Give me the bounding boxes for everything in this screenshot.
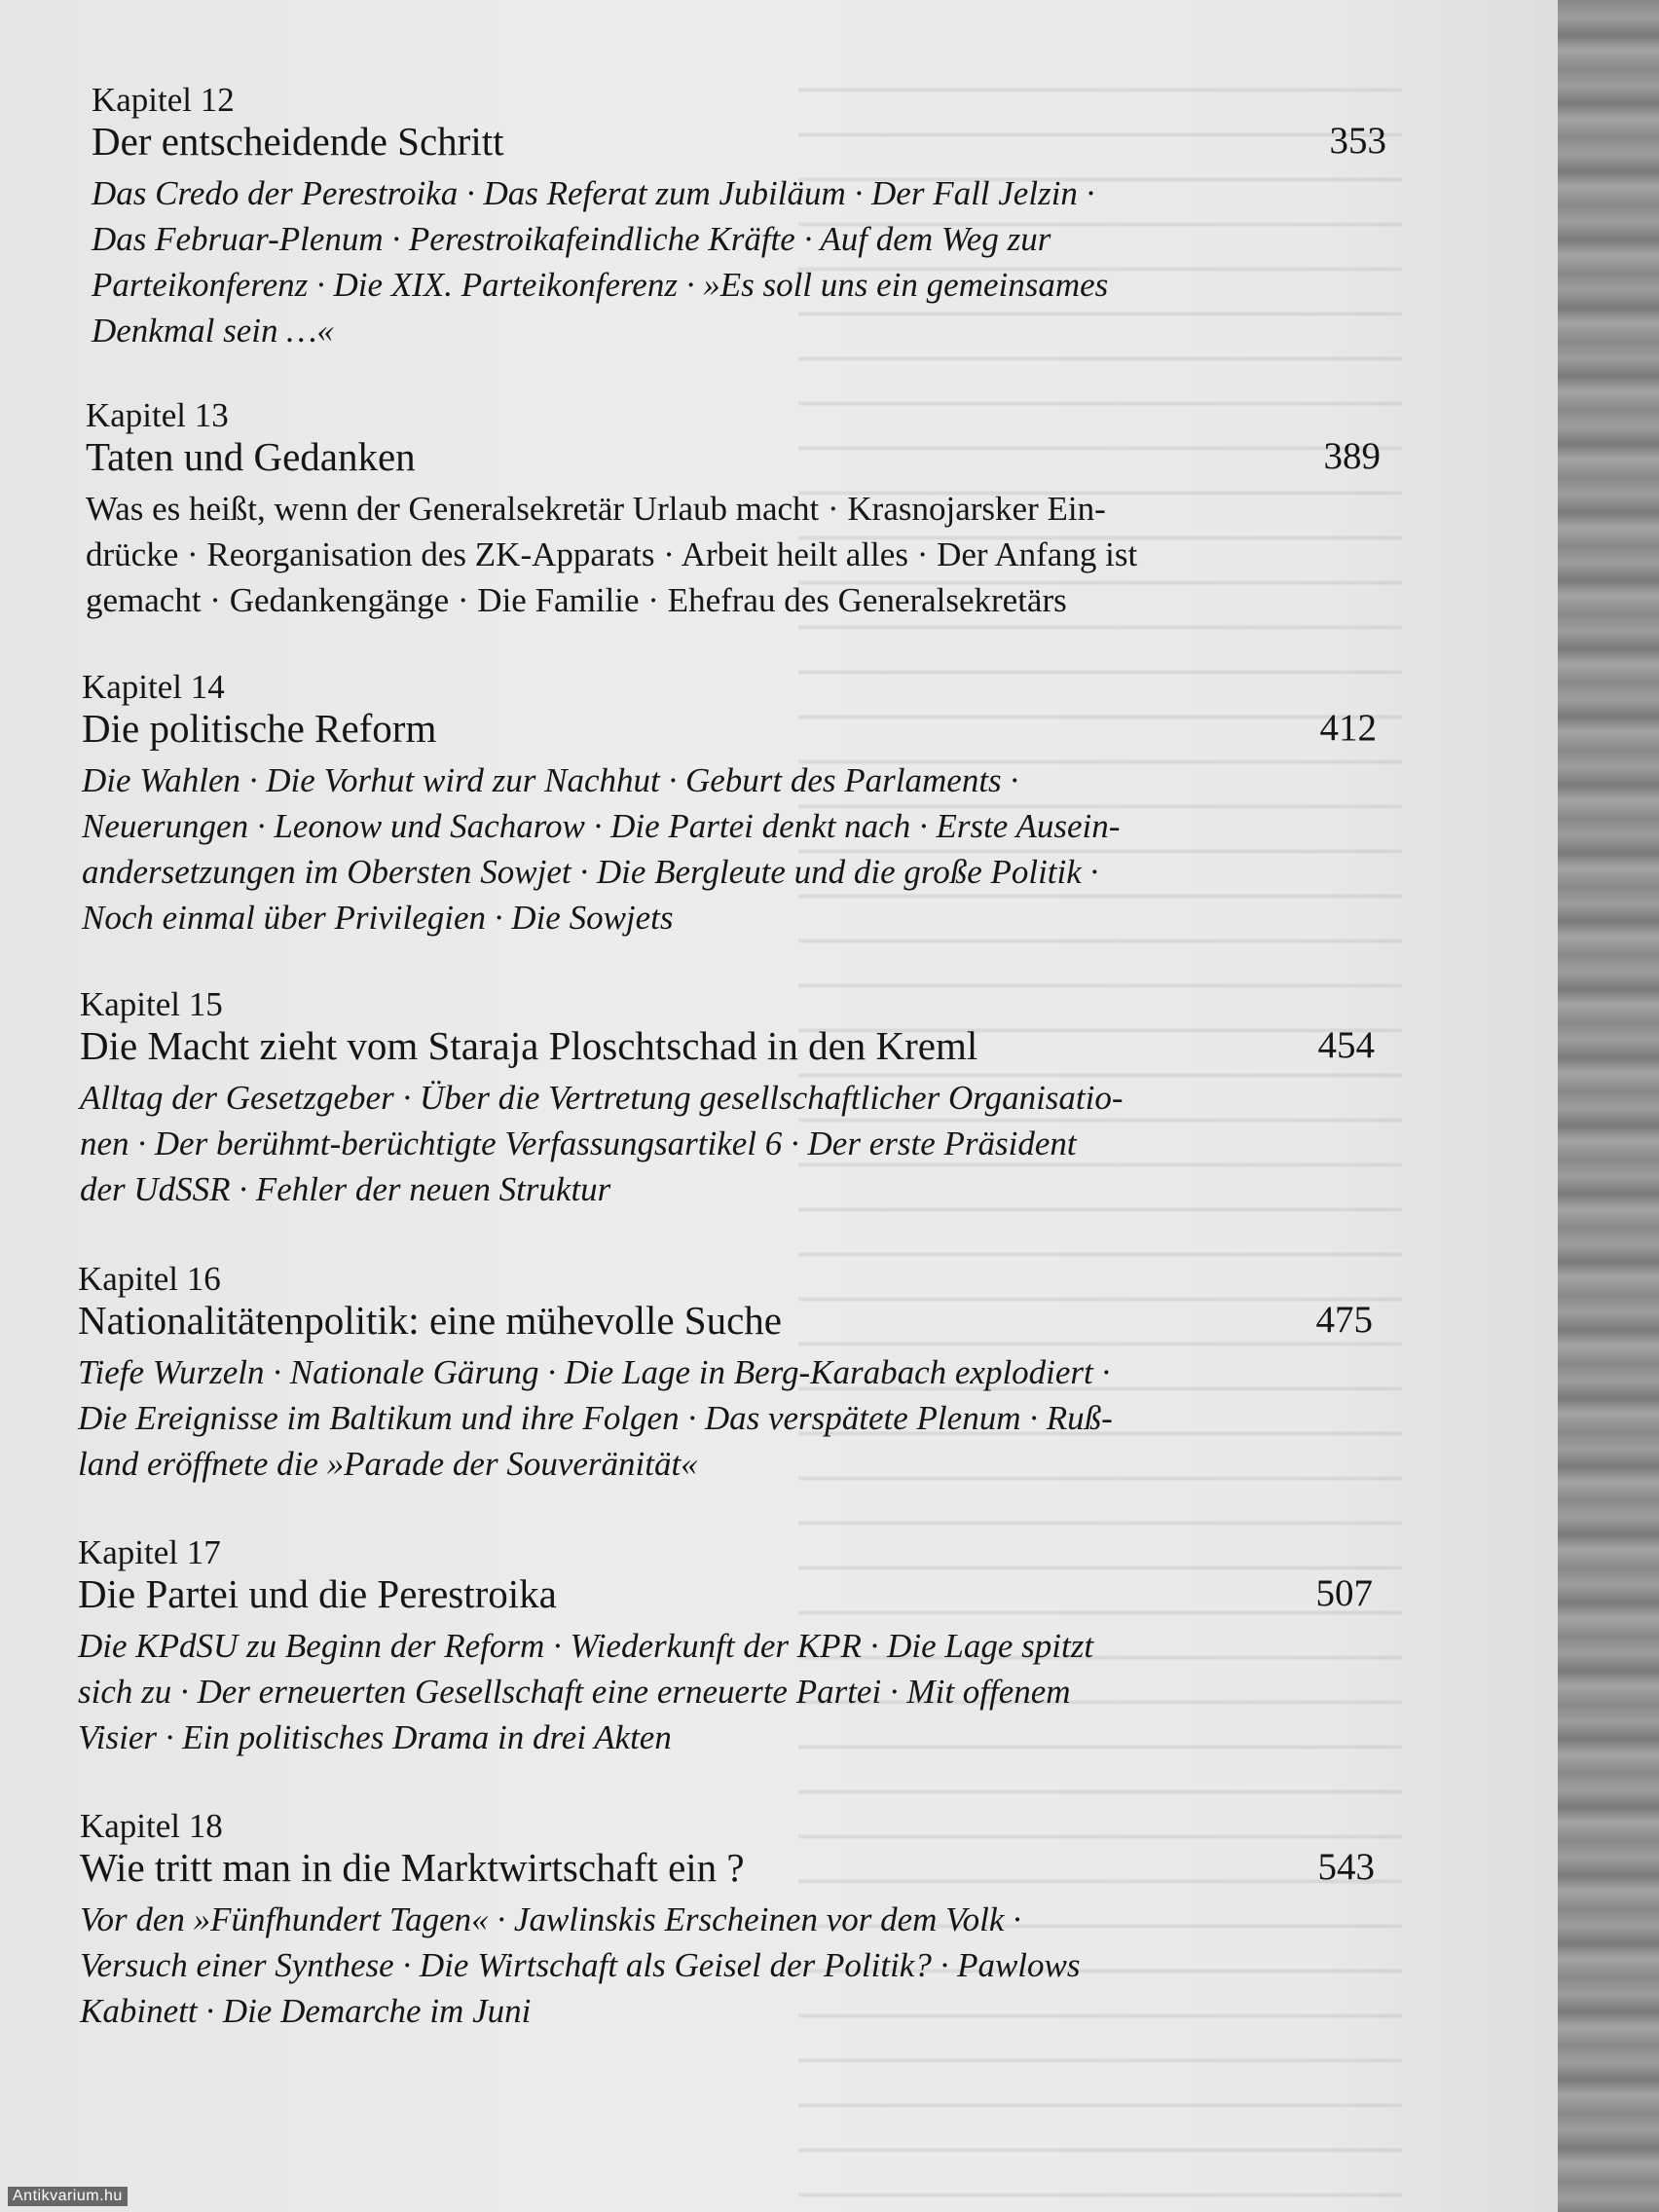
chapter-summary	[82, 757, 1377, 940]
chapter-title: Nationalitätenpolitik: eine mühevolle Suche	[78, 1298, 783, 1343]
summary-line: Alltag der Gesetzgeber · Über die Vertretung gesellschaftlicher Organisatio-	[80, 1079, 1124, 1117]
chapter-summary	[80, 1897, 1375, 2034]
summary-line: Denkmal sein …«	[92, 312, 334, 350]
summary-line: Was es heißt, wenn der Generalsekretär Urlaub macht · Krasnojarsker Ein-	[86, 490, 1106, 528]
summary-line: Das Februar-Plenum · Perestroikafeindliche Kräfte · Auf dem Weg zur	[92, 220, 1051, 258]
summary-line: Die Wahlen · Die Vorhut wird zur Nachhut · Geburt des Parlaments ·	[82, 761, 1019, 799]
chapter-page-number: 389	[1323, 435, 1381, 477]
summary-line: land eröffnete die »Parade der Souveränität«	[78, 1445, 698, 1483]
summary-line: nen · Der berühmt-berüchtigte Verfassungsartikel 6 · Der erste Präsident	[80, 1124, 1077, 1162]
chapter-title: Die Partei und die Perestroika	[78, 1571, 557, 1616]
summary-line: Noch einmal über Privilegien · Die Sowjets	[82, 899, 674, 937]
summary-line: sich zu · Der erneuerten Gesellschaft eine erneuerte Partei · Mit offenem	[78, 1673, 1071, 1711]
summary-line: der UdSSR · Fehler der neuen Struktur	[80, 1170, 611, 1208]
summary-line: Die Ereignisse im Baltikum und ihre Folgen · Das verspätete Plenum · Ruß-	[78, 1399, 1113, 1437]
chapter-label: Kapitel 17	[78, 1533, 221, 1571]
summary-line: Visier · Ein politisches Drama in drei Akten	[78, 1718, 672, 1756]
summary-line: Vor den »Fünfhundert Tagen« · Jawlinskis Erscheinen vor dem Volk ·	[80, 1900, 1021, 1938]
chapter-label: Kapitel 15	[80, 985, 223, 1023]
chapter-label: Kapitel 12	[92, 81, 235, 119]
summary-line: Versuch einer Synthese · Die Wirtschaft als Geisel der Politik? · Pawlows	[80, 1946, 1081, 1984]
chapter-page-number: 475	[1315, 1299, 1373, 1341]
chapter-label: Kapitel 14	[82, 668, 225, 706]
chapter-title: Taten und Gedanken	[86, 434, 416, 479]
chapter-summary	[86, 486, 1381, 623]
summary-line: gemacht · Gedankengänge · Die Familie · Ehefrau des Generalsekretärs	[86, 581, 1067, 619]
chapter-page-number: 454	[1317, 1024, 1375, 1066]
chapter-label: Kapitel 16	[78, 1260, 221, 1298]
summary-line: Die KPdSU zu Beginn der Reform · Wiederkunft der KPR · Die Lage spitzt	[78, 1627, 1094, 1665]
chapter-page-number: 412	[1319, 707, 1377, 749]
chapter-label: Kapitel 13	[86, 396, 229, 434]
chapter-summary	[92, 170, 1386, 353]
summary-line: Tiefe Wurzeln · Nationale Gärung · Die Lage in Berg-Karabach explodiert ·	[78, 1353, 1111, 1391]
summary-line: Kabinett · Die Demarche im Juni	[80, 1992, 532, 2030]
chapter-title: Der entscheidende Schritt	[92, 119, 504, 164]
chapter-summary	[78, 1349, 1373, 1487]
summary-line: Parteikonferenz · Die XIX. Parteikonferenz · »Es soll uns ein gemeinsames	[92, 266, 1109, 304]
chapter-title: Die politische Reform	[82, 706, 437, 751]
chapter-title: Wie tritt man in die Marktwirtschaft ein ?	[80, 1845, 745, 1890]
chapter-summary	[78, 1623, 1373, 1760]
watermark: Antikvarium.hu	[8, 2187, 128, 2206]
summary-line: Das Credo der Perestroika · Das Referat zum Jubiläum · Der Fall Jelzin ·	[92, 174, 1095, 212]
book-spine-edge	[1558, 0, 1659, 2212]
chapter-label: Kapitel 18	[80, 1807, 223, 1845]
chapter-summary	[80, 1075, 1375, 1212]
summary-line: drücke · Reorganisation des ZK-Apparats · Arbeit heilt alles · Der Anfang ist	[86, 535, 1138, 573]
summary-line: andersetzungen im Obersten Sowjet · Die Bergleute und die große Politik ·	[82, 853, 1099, 891]
chapter-page-number: 353	[1329, 120, 1386, 162]
chapter-page-number: 543	[1317, 1846, 1375, 1888]
chapter-title: Die Macht zieht vom Staraja Ploschtschad in den Kreml	[80, 1023, 978, 1068]
summary-line: Neuerungen · Leonow und Sacharow · Die Partei denkt nach · Erste Ausein-	[82, 807, 1121, 845]
chapter-page-number: 507	[1315, 1572, 1373, 1614]
